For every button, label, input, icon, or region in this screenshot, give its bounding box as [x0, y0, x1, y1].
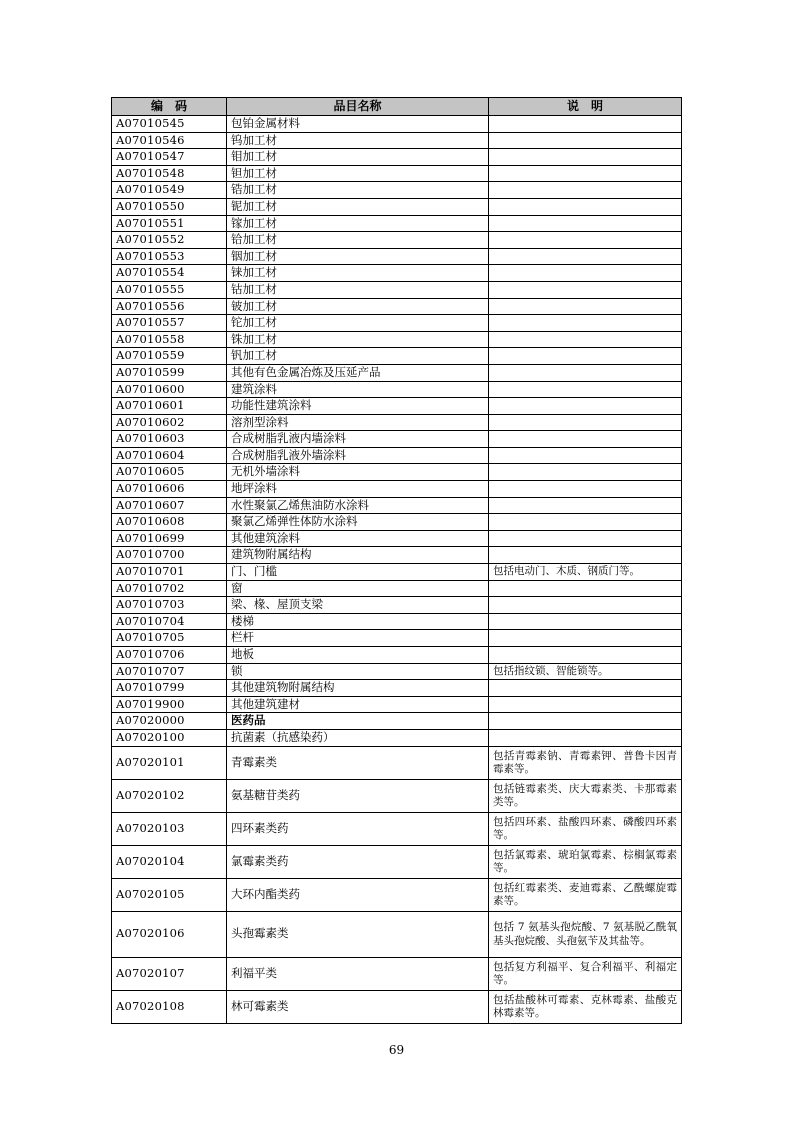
item-description: [489, 381, 682, 398]
item-name: 头孢霉素类: [227, 911, 489, 957]
item-name: 无机外墙涂料: [227, 464, 489, 481]
item-description: [489, 198, 682, 215]
item-code: A07010545: [112, 116, 227, 133]
item-code: A07010600: [112, 381, 227, 398]
table-row: [112, 564, 682, 581]
table-header-row: [112, 98, 682, 116]
table-row: [112, 281, 682, 298]
item-code: A07010607: [112, 497, 227, 514]
table-row: [112, 647, 682, 664]
item-name: 氨基糖苷类药: [227, 779, 489, 812]
item-code: A07020107: [112, 957, 227, 990]
item-code: A07010599: [112, 364, 227, 381]
item-description: [489, 298, 682, 315]
item-description: [489, 613, 682, 630]
item-code: A07010557: [112, 315, 227, 332]
item-name: 铢加工材: [227, 331, 489, 348]
item-description: [489, 514, 682, 531]
item-name: 聚氯乙烯弹性体防水涂料: [227, 514, 489, 531]
item-name: 窗: [227, 580, 489, 597]
item-code: A07010604: [112, 447, 227, 464]
item-code: A07010701: [112, 564, 227, 581]
item-description: [489, 431, 682, 448]
item-code: A07010705: [112, 630, 227, 647]
item-description: [489, 547, 682, 564]
item-name: 地坪涂料: [227, 481, 489, 498]
item-code: A07020100: [112, 729, 227, 746]
item-name: 锆加工材: [227, 182, 489, 199]
item-code: A07020104: [112, 845, 227, 878]
item-name: 四环素类药: [227, 812, 489, 845]
item-name: 抗菌素（抗感染药）: [227, 729, 489, 746]
item-description: [489, 464, 682, 481]
item-name: 钨加工材: [227, 132, 489, 149]
item-name: 包铂金属材料: [227, 116, 489, 133]
item-description: [489, 597, 682, 614]
item-code: A07020103: [112, 812, 227, 845]
item-description: 包括青霉素钠、青霉素钾、普鲁卡因青霉素等。: [489, 746, 682, 779]
item-name: 铊加工材: [227, 315, 489, 332]
item-name: 建筑涂料: [227, 381, 489, 398]
table-row: [112, 149, 682, 166]
item-code: A07010608: [112, 514, 227, 531]
item-name: 栏杆: [227, 630, 489, 647]
item-description: [489, 630, 682, 647]
item-name: 功能性建筑涂料: [227, 398, 489, 415]
item-name: 氯霉素类药: [227, 845, 489, 878]
item-description: [489, 248, 682, 265]
table-row: [112, 812, 682, 845]
item-description: [489, 265, 682, 282]
item-description: [489, 331, 682, 348]
table-row: [112, 198, 682, 215]
item-name: 医药品: [227, 713, 489, 730]
item-name: 其他建筑建材: [227, 696, 489, 713]
item-code: A07010606: [112, 481, 227, 498]
item-name: 锁: [227, 663, 489, 680]
item-code: A07010551: [112, 215, 227, 232]
table-row: [112, 597, 682, 614]
item-description: [489, 447, 682, 464]
table-row: [112, 990, 682, 1023]
table-row: [112, 116, 682, 133]
item-name: 铼加工材: [227, 265, 489, 282]
table-row: [112, 447, 682, 464]
table-row: [112, 481, 682, 498]
item-description: [489, 315, 682, 332]
item-description: [489, 729, 682, 746]
item-description: 包括四环素、盐酸四环素、磷酸四环素等。: [489, 812, 682, 845]
item-code: A07020102: [112, 779, 227, 812]
item-name: 铌加工材: [227, 198, 489, 215]
item-name: 溶剂型涂料: [227, 414, 489, 431]
item-description: 包括红霉素类、麦迪霉素、乙酰螺旋霉素等。: [489, 878, 682, 911]
table-row: [112, 248, 682, 265]
table-row: [112, 845, 682, 878]
item-description: 包括电动门、木质、钢质门等。: [489, 564, 682, 581]
table-row: [112, 132, 682, 149]
table-row: [112, 464, 682, 481]
item-description: [489, 281, 682, 298]
table-row: [112, 497, 682, 514]
item-description: [489, 232, 682, 249]
table-row: [112, 414, 682, 431]
item-code: A07020105: [112, 878, 227, 911]
table-row: [112, 957, 682, 990]
table-row: [112, 729, 682, 746]
item-description: [489, 680, 682, 697]
item-description: [489, 497, 682, 514]
table-row: [112, 298, 682, 315]
item-code: A07010556: [112, 298, 227, 315]
item-code: A07010707: [112, 663, 227, 680]
item-description: 包括链霉素类、庆大霉素类、卡那霉素类等。: [489, 779, 682, 812]
table-row: [112, 580, 682, 597]
item-name: 水性聚氯乙烯焦油防水涂料: [227, 497, 489, 514]
item-name: 镓加工材: [227, 215, 489, 232]
item-description: 包括 7 氨基头孢烷酸、7 氨基脱乙酰氧基头孢烷酸、头孢氨苄及其盐等。: [489, 911, 682, 957]
item-code: A07010799: [112, 680, 227, 697]
table-row: [112, 911, 682, 957]
item-code: A07010699: [112, 530, 227, 547]
item-description: [489, 215, 682, 232]
item-description: [489, 182, 682, 199]
item-name: 楼梯: [227, 613, 489, 630]
item-name: 建筑物附属结构: [227, 547, 489, 564]
table-row: [112, 431, 682, 448]
item-code: A07010554: [112, 265, 227, 282]
table-row: [112, 364, 682, 381]
item-name: 铍加工材: [227, 298, 489, 315]
table-row: [112, 514, 682, 531]
table-row: [112, 547, 682, 564]
item-description: [489, 414, 682, 431]
table-row: [112, 381, 682, 398]
item-name: 其他建筑涂料: [227, 530, 489, 547]
item-code: A07010548: [112, 165, 227, 182]
table-row: [112, 613, 682, 630]
table-row: [112, 663, 682, 680]
item-name: 铟加工材: [227, 248, 489, 265]
table-row: [112, 530, 682, 547]
item-name: 钴加工材: [227, 281, 489, 298]
table-body: [112, 116, 682, 1024]
item-code: A07010546: [112, 132, 227, 149]
item-code: A07010547: [112, 149, 227, 166]
item-code: A07010558: [112, 331, 227, 348]
item-code: A07010552: [112, 232, 227, 249]
table-row: [112, 746, 682, 779]
item-code: A07020101: [112, 746, 227, 779]
item-code: A07019900: [112, 696, 227, 713]
item-code: A07010703: [112, 597, 227, 614]
item-code: A07010602: [112, 414, 227, 431]
item-description: [489, 580, 682, 597]
table-row: [112, 713, 682, 730]
item-code: A07010605: [112, 464, 227, 481]
table-row: [112, 630, 682, 647]
item-description: 包括氯霉素、琥珀氯霉素、棕榈氯霉素等。: [489, 845, 682, 878]
table-row: [112, 696, 682, 713]
item-description: [489, 149, 682, 166]
item-name: 青霉素类: [227, 746, 489, 779]
item-description: [489, 132, 682, 149]
item-description: [489, 713, 682, 730]
item-description: [489, 647, 682, 664]
table-row: [112, 215, 682, 232]
item-code: A07020108: [112, 990, 227, 1023]
table-row: [112, 182, 682, 199]
item-code: A07010550: [112, 198, 227, 215]
item-name: 钒加工材: [227, 348, 489, 365]
item-code: A07010704: [112, 613, 227, 630]
table-row: [112, 779, 682, 812]
item-description: 包括复方利福平、复合利福平、利福定等。: [489, 957, 682, 990]
item-description: [489, 165, 682, 182]
item-name: 大环内酯类药: [227, 878, 489, 911]
header-description: 说 明: [489, 98, 682, 116]
item-code: A07010603: [112, 431, 227, 448]
item-code: A07010700: [112, 547, 227, 564]
header-code: 编 码: [112, 98, 227, 116]
item-code: A07020106: [112, 911, 227, 957]
item-description: 包括指纹锁、智能锁等。: [489, 663, 682, 680]
table-row: [112, 265, 682, 282]
item-code: A07010601: [112, 398, 227, 415]
item-description: [489, 348, 682, 365]
table-row: [112, 878, 682, 911]
item-name: 林可霉素类: [227, 990, 489, 1023]
item-name: 铪加工材: [227, 232, 489, 249]
table-row: [112, 348, 682, 365]
item-name: 利福平类: [227, 957, 489, 990]
item-description: [489, 364, 682, 381]
item-description: 包括盐酸林可霉素、克林霉素、盐酸克林霉素等。: [489, 990, 682, 1023]
item-name: 钼加工材: [227, 149, 489, 166]
item-code: A07010702: [112, 580, 227, 597]
item-name: 合成树脂乳液内墙涂料: [227, 431, 489, 448]
item-name: 钽加工材: [227, 165, 489, 182]
item-name: 地板: [227, 647, 489, 664]
catalog-table: [111, 97, 682, 1024]
item-description: [489, 530, 682, 547]
item-description: [489, 398, 682, 415]
table-row: [112, 398, 682, 415]
item-code: A07020000: [112, 713, 227, 730]
item-code: A07010706: [112, 647, 227, 664]
item-code: A07010553: [112, 248, 227, 265]
header-item-name: 品目名称: [227, 98, 489, 116]
item-code: A07010549: [112, 182, 227, 199]
table-row: [112, 165, 682, 182]
item-name: 其他有色金属冶炼及压延产品: [227, 364, 489, 381]
item-description: [489, 696, 682, 713]
item-code: A07010555: [112, 281, 227, 298]
item-name: 门、门槛: [227, 564, 489, 581]
item-code: A07010559: [112, 348, 227, 365]
item-name: 梁、椽、屋顶支梁: [227, 597, 489, 614]
item-name: 其他建筑物附属结构: [227, 680, 489, 697]
table-row: [112, 232, 682, 249]
table-row: [112, 680, 682, 697]
page-number: 69: [388, 1043, 405, 1057]
table-row: [112, 331, 682, 348]
table-row: [112, 315, 682, 332]
item-name: 合成树脂乳液外墙涂料: [227, 447, 489, 464]
item-description: [489, 481, 682, 498]
item-description: [489, 116, 682, 133]
